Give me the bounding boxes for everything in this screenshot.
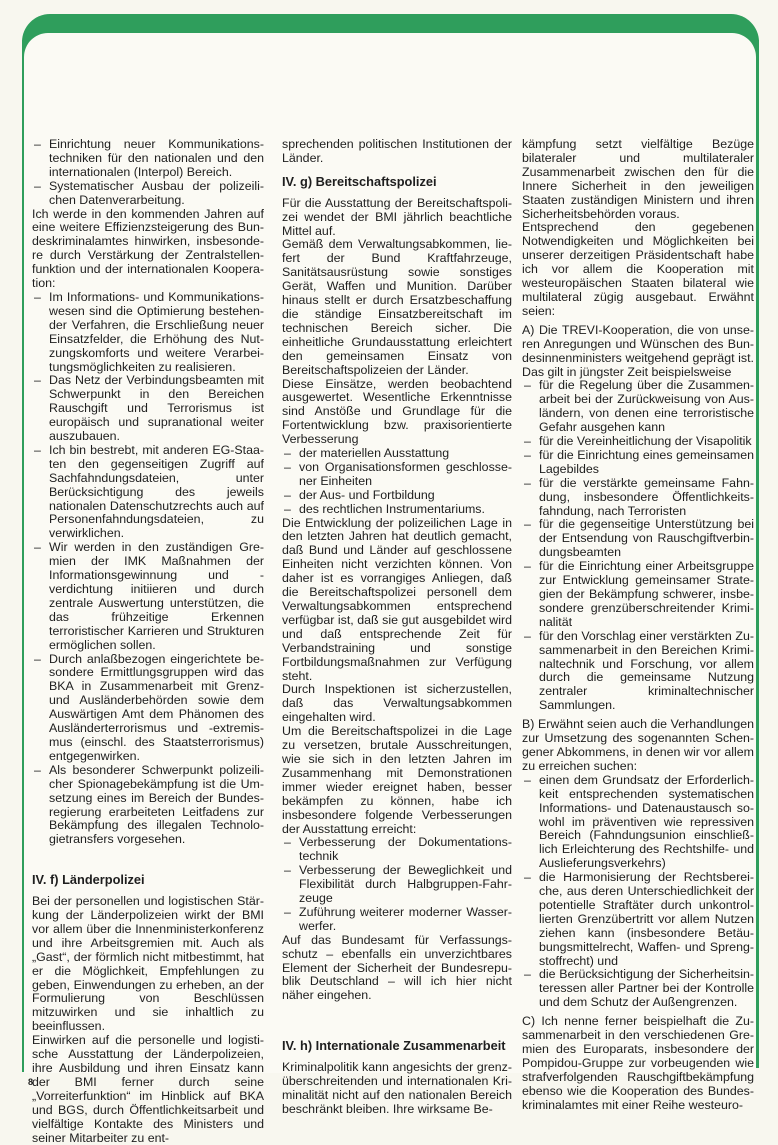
section-heading-bereitschaftspolizei: IV. g) Bereitschaftspolizei [282, 173, 437, 189]
bullet-list-schengen [522, 774, 754, 1010]
section-heading-internationale-zusammenarbeit: IV. h) Internationale Zusammenarbeit [282, 1038, 506, 1054]
list-item: – Im Informations- und Kommunikationswesen sind die Optimierung bestehender Verfahren, die Erschließung neuer Einsatzfelder, die Erhöhung des Nutzungskomforts und weitere Verarbeitungsmöglichkeiten zu realisieren. [32, 291, 264, 374]
green-frame-right-rule [756, 40, 759, 1068]
paragraph: Diese Einsätze, werden beobachtend ausgewertet. Wesentliche Erkenntnisse sind Anstöße und Grundlage für die Fortentwicklung bzw. praxisorientierte Verbesserung [282, 376, 512, 447]
page-number: 8 [28, 1077, 34, 1087]
list-item: – die Harmonisierung der Rechtsbereiche, aus deren Unterschiedlichkeit der potentielle Straftäter durch unkontrollierten Grenzübertritt vor allem Nutzen ziehen kann (insbesondere Betäubungsmittelrecht, Waffen- und Sprengstoffrecht) und [522, 871, 754, 968]
list-item: – Zuführung weiterer moderner Wasserwerfer. [282, 906, 512, 934]
paragraph-trevi: A) Die TREVI-Kooperation, die von unseren Anregungen und Wünschen des Bundesinnenministers weitgehend geprägt ist. Das gilt in jüngster Zeit beispielsweise [522, 322, 754, 379]
paragraph: Einwirken auf die personelle und logistische Ausstattung der Länderpolizeien, ihre Ausbildung und ihren Einsatz kann der BMI ferner durch seine „Vorreiterfunktion“ im Hinblick auf BKA und BGS, durch Öffentlichkeitsarbeit und vielfältige Kontakte des Ministers und seiner Mitarbeiter zu ent- [32, 1033, 264, 1145]
list-item: – für die Regelung über die Zusammenarbeit bei der Zurückweisung von Ausländern, von denen eine terroristische Gefahr ausgehen kann [522, 379, 754, 435]
list-item: – Verbesserung der Beweglichkeit und Flexibilität durch Halbgruppen-Fahrzeuge [282, 864, 512, 906]
list-item: – für die gegenseitige Unterstützung bei der Entsendung von Rauschgiftverbindungsbeamten [522, 518, 754, 560]
paragraph-europarat: C) Ich nenne ferner beispielhaft die Zusammenarbeit in den verschiedenen Gremien des Europarats, insbesondere der Pompidou-Gruppe zur vorbeugenden wie strafverfolgenden Rauschgiftbekämpfung ebenso wie die Kooperation des Bundeskriminalamtes mit einer Reihe westeuro- [522, 1014, 754, 1112]
list-item: – Ich bin bestrebt, mit anderen EG-Staaten den gegenseitigen Zugriff auf Sachfahndungsdateien, unter Berücksichtigung des jeweils nationalen Datenschutzrechts auch auf Personenfahndungsdateien, zu verwirklichen. [32, 444, 264, 541]
text-column-right [522, 138, 754, 1113]
bullet-list-communications [32, 138, 264, 208]
list-item: – Systematischer Ausbau der polizeilichen Datenverarbeitung. [32, 180, 264, 208]
list-item: – Das Netz der Verbindungsbeamten mit Schwerpunkt in den Bereichen Rauschgift und Terrorismus ist europäisch und supranational weiter auszubauen. [32, 374, 264, 444]
bullet-list-trevi [522, 379, 754, 713]
list-item: – die Berücksichtigung der Sicherheitsinteressen aller Partner bei der Kontrolle und dem Schutz der Außengrenzen. [522, 968, 754, 1010]
paragraph: kämpfung setzt vielfältige Bezüge bilateraler und multilateraler Zusammenarbeit zwischen den für die Innere Sicherheit in den jeweiligen Staaten zuständigen Ministern und ihren Sicherheitsbehörden voraus. [522, 137, 754, 221]
paragraph: sprechenden politischen Institutionen der Länder. [282, 137, 512, 165]
paragraph: Entsprechend den gegebenen Notwendigkeiten und Möglichkeiten bei unserer derzeitigen Präsidentschaft habe ich vor allem die Kooperation mit westeuropäischen Staaten bilateral wie multilateral zügig ausgebaut. Erwähnt seien: [522, 220, 754, 318]
paragraph: Auf das Bundesamt für Verfassungsschutz – ebenfalls ein unverzichtbares Element der Sicherheit der Bundesrepublik Deutschland – will ich hier nicht näher eingehen. [282, 932, 512, 1003]
list-item: – für die Einrichtung eines gemeinsamen Lagebildes [522, 449, 754, 477]
bullet-list-improvement-areas [282, 447, 512, 517]
list-item: – der materiellen Ausstattung [282, 447, 512, 461]
list-item: – von Organisationsformen geschlossener Einheiten [282, 461, 512, 489]
list-item: – für die verstärkte gemeinsame Fahndung, insbesondere Öffentlichkeitsfahndung, nach Terroristen [522, 477, 754, 519]
paragraph: Die Entwicklung der polizeilichen Lage in den letzten Jahren hat deutlich gemacht, daß Bund und Länder auf geschlossene Einheiten nicht verzichten können. Von daher ist es vorrangiges Anliegen, daß die Bereitschaftspolizei personell dem Verwaltungsabkommen entsprechend verfügbar ist, daß sie gut ausgebildet wird und daß entsprechende Zeit für Verbandstraining und sonstige Fortbildungsmaßnahmen zur Verfügung steht. [282, 515, 512, 683]
text-column-middle [282, 138, 512, 1117]
paragraph-bka-efficiency: Ich werde in den kommenden Jahren auf eine weitere Effizienzsteigerung des Bundeskriminalamtes hinwirken, insbesondere durch Verstärkung der Zentralstellenfunktion und der internationalen Kooperation: [32, 206, 264, 291]
list-item: – für die Vereinheitlichung der Visapolitik [522, 435, 754, 449]
paragraph-schengen: B) Erwähnt seien auch die Verhandlungen zur Umsetzung des sogenannten Schengener Abkommens, in denen wir vor allem zu erreichen suchen: [522, 717, 754, 773]
bullet-list-equipment [282, 836, 512, 933]
list-item: – Durch anlaßbezogen eingerichtete besondere Ermittlungsgruppen wird das BKA in Zusammenarbeit mit Grenz- und Ausländerbehörden sowie dem Auswärtigen Amt dem Phänomen des Ausländerterrorismus und -extremismus (einschl. des Staatsterrorismus) entgegenwirken. [32, 653, 264, 764]
list-item: – einen dem Grundsatz der Erforderlichkeit entsprechenden systematischen Informations- und Datenaustausch sowohl im präventiven wie repressiven Bereich (Fahndungsunion einschließlich Erleichterung des Rechtshilfe- und Auslieferungsverkehrs) [522, 774, 754, 871]
paragraph: Für die Ausstattung der Bereitschaftspolizei wendet der BMI jährlich beachtliche Mittel auf. [282, 195, 512, 238]
list-item: – Einrichtung neuer Kommunikationstechniken für den nationalen und den internationalen (Interpol) Bereich. [32, 138, 264, 180]
paragraph: Um die Bereitschaftspolizei in die Lage zu versetzen, brutale Ausschreitungen, wie sie sich in den letzten Jahren im Zusammenhang mit Demonstrationen immer wieder ereignet haben, besser bekämpfen zu können, habe ich insbesondere folgende Verbesserungen der Ausstattung erreicht: [282, 724, 512, 836]
paragraph: Gemäß dem Verwaltungsabkommen, liefert der Bund Kraftfahrzeuge, Sanitätsausrüstung sowie sonstiges Gerät, Waffen und Munition. Darüber hinaus stellt er durch Ersatzbeschaffung die ständige Einsatzbereitschaft im technischen Bereich sicher. Die einheitliche Grundausstattung erleichtert den gemeinsamen Einsatz von Bereitschaftspolizeien der Länder. [282, 237, 512, 377]
list-item: – für den Vorschlag einer verstärkten Zusammenarbeit in den Bereichen Kriminaltechnik und Forschung, vor allem durch die gemeinsame Nutzung zentraler kriminaltechnischer Sammlungen. [522, 630, 754, 713]
list-item: – Verbesserung der Dokumentationstechnik [282, 836, 512, 864]
list-item: – der Aus- und Fortbildung [282, 489, 512, 503]
paragraph: Kriminalpolitik kann angesichts der grenzüberschreitenden und internationalen Kriminalität nicht auf den nationalen Bereich beschränkt bleiben. Ihre wirksame Be- [282, 1060, 512, 1116]
section-heading-laenderpolizei: IV. f) Länderpolizei [32, 872, 145, 888]
list-item: – des rechtlichen Instrumentariums. [282, 503, 512, 517]
bullet-list-bka-measures [32, 291, 264, 847]
list-item: – Wir werden in den zuständigen Gremien der IMK Maßnahmen der Informationsgewinnung und -verdichtung initiieren und durch zentrale Auswertung unterstützen, die das frühzeitige Erkennen terroristischer Karrieren und Strukturen ermöglichen sollen. [32, 541, 264, 652]
paragraph: Durch Inspektionen ist sicherzustellen, daß das Verwaltungsabkommen eingehalten wird. [282, 682, 512, 725]
paragraph: Bei der personellen und logistischen Stärkung der Länderpolizeien wirkt der BMI vor allem über die Innenministerkonferenz und ihre Arbeitsgremien mit. Auch als „Gast“, der förmlich nicht mitbestimmt, hat er die Möglichkeit, Empfehlungen zu geben, Einwendungen zu erheben, an der Formulierung von Beschlüssen mitzuwirken und sie inhaltlich zu beeinflussen. [32, 894, 264, 1034]
list-item: – Als besonderer Schwerpunkt polizeilicher Spionagebekämpfung ist die Umsetzung eines im Bereich der Bundesregierung erarbeiteten Leitfadens zur Bekämpfung des illegalen Technologietransfers vorgesehen. [32, 764, 264, 847]
list-item: – für die Einrichtung einer Arbeitsgruppe zur Entwicklung gemeinsamer Strategien der Bekämpfung schwerer, insbesondere grenzüberschreitender Kriminalität [522, 560, 754, 630]
text-column-left [32, 138, 264, 1145]
green-frame-left-rule [22, 40, 24, 1072]
